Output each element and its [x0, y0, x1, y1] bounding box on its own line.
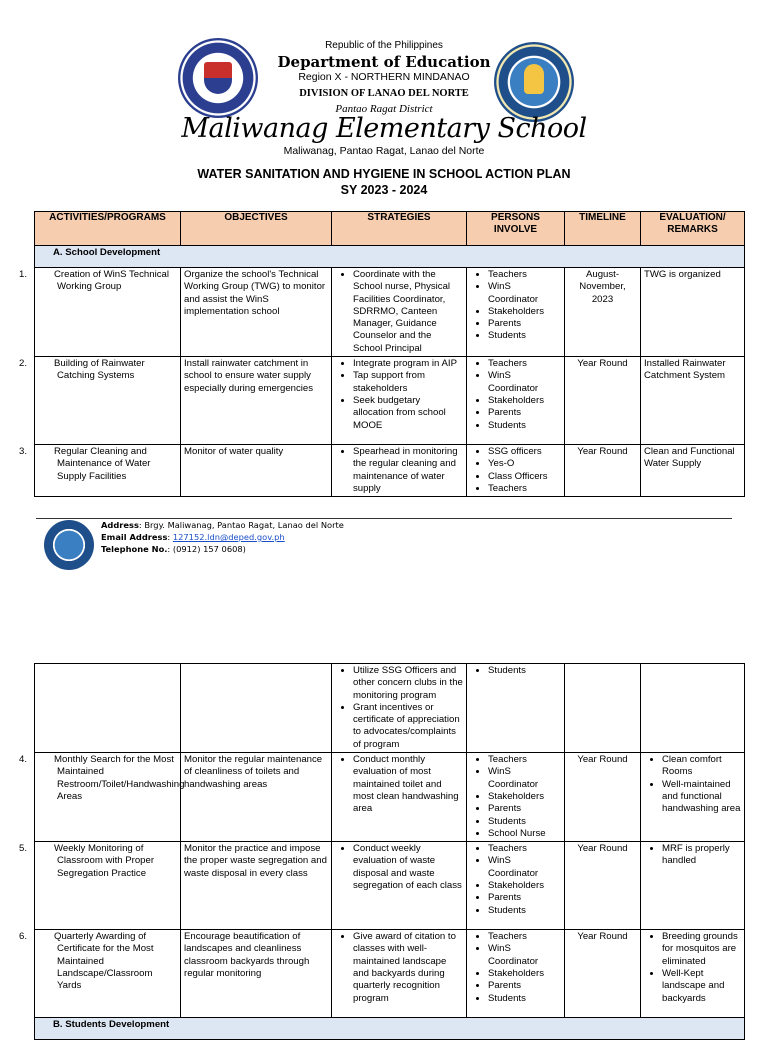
school-year: SY 2023 - 2024 [340, 183, 428, 197]
person-item: • Teachers [488, 269, 561, 281]
objective-cell: Organize the school's Technical Working Group (TWG) to monitor and assist the WinS implementation school [181, 268, 332, 357]
strategies-cell [332, 268, 467, 357]
table-row [35, 842, 745, 930]
person-item: • Stakeholders [488, 791, 561, 803]
activity-number: 5. [19, 843, 28, 855]
timeline-cell: Year Round [565, 753, 641, 842]
footer-divider [36, 518, 732, 519]
objective-cell: Monitor of water quality [181, 445, 332, 497]
strategies-cell [332, 753, 467, 842]
activity-text: 1. Creation of WinS Technical Working Group [19, 269, 170, 293]
person-item: • Students [488, 816, 561, 828]
footer-email: Email Address: 127152.ldn@deped.gov.ph [101, 532, 285, 542]
activity-number: 3. [19, 446, 28, 458]
remark-item: • Breeding grounds for mosquitos are eliminated [662, 931, 741, 968]
person-item: • Teachers [488, 483, 561, 495]
table-row [35, 930, 745, 1018]
person-item: • Students [488, 993, 561, 1005]
activity-cell [19, 445, 181, 497]
strategy-item: • Coordinate with the School nurse, Physical Facilities Coordinator, SDRRMO, Canteen Manager, Guidance Counselor and the School Principal [353, 269, 463, 355]
strategy-item: • Grant incentives or certificate of appreciation to advocates/complaints of program [353, 702, 463, 751]
person-item: • Parents [488, 407, 561, 419]
person-item: • Stakeholders [488, 306, 561, 318]
remark [644, 754, 741, 815]
person-item: • WinS Coordinator [488, 855, 561, 880]
department-name: Department of Education [277, 53, 491, 71]
action-plan-table-page2 [19, 663, 745, 1040]
person-item: • SSG officers [488, 446, 561, 458]
table-row [35, 753, 745, 842]
section-row [35, 246, 745, 268]
person-item: • Teachers [488, 843, 561, 855]
activity-number: 1. [19, 269, 28, 280]
strategy-item: • Conduct monthly evaluation of most maintained toilet and most clean handwashing area [353, 754, 463, 815]
strategy [335, 269, 463, 355]
activity-cell [19, 753, 185, 842]
person [470, 446, 561, 495]
activity-number: 4. [19, 754, 28, 766]
activity-cell [35, 664, 181, 753]
person-item: • Teachers [488, 358, 561, 370]
remark-item: • MRF is properly handled [662, 843, 741, 868]
remark-item: • Well-Kept landscape and backyards [662, 968, 741, 1005]
activity-number: 2. [19, 358, 28, 370]
remark-item: • Well-maintained and functional handwashing area [662, 779, 741, 816]
col-persons: PERSONS INVOLVE [467, 212, 565, 246]
persons-cell [467, 930, 565, 1018]
objective-cell: Encourage beautification of landscapes and cleanliness classroom backyards through regular monitoring [181, 930, 332, 1018]
remark-item: • Clean comfort Rooms [662, 754, 741, 779]
person-item: • Parents [488, 980, 561, 992]
person-item: • WinS Coordinator [488, 281, 561, 306]
table-row [35, 445, 745, 497]
persons-cell [467, 842, 565, 930]
section-row [35, 1018, 745, 1040]
timeline-cell: Year Round [565, 930, 641, 1018]
person [470, 843, 561, 917]
timeline-cell: August-November, 2023 [565, 268, 641, 357]
district-line: Pantao Ragat District [335, 103, 433, 115]
person-item: • WinS Coordinator [488, 370, 561, 395]
person-item: • Stakeholders [488, 395, 561, 407]
activity-text: 2. Building of Rainwater Catching Systems [19, 358, 145, 382]
region-line: Region X - NORTHERN MINDANAO [298, 71, 470, 83]
remarks-cell [641, 930, 745, 1018]
republic-line: Republic of the Philippines [325, 40, 443, 51]
activity-text: 5. Weekly Monitoring of Classroom with Proper Segregation Practice [19, 843, 155, 879]
activity-cell [19, 357, 181, 445]
strategies-cell [332, 445, 467, 497]
col-remarks: EVALUATION/ REMARKS [641, 212, 745, 246]
strategies-cell [332, 842, 467, 930]
strategy [335, 843, 463, 892]
school-name: Maliwanag Elementary School [181, 113, 587, 144]
activity-cell [19, 842, 181, 930]
strategy [335, 358, 463, 432]
col-objectives: OBJECTIVES [181, 212, 332, 246]
action-plan-table-page1 [19, 211, 745, 497]
strategy [335, 754, 463, 815]
activity-number: 6. [19, 931, 28, 943]
division-line: DIVISION OF LANAO DEL NORTE [299, 88, 469, 99]
persons-cell [467, 445, 565, 497]
person [470, 358, 561, 432]
strategies-cell [332, 357, 467, 445]
person-item: • Yes-O [488, 458, 561, 470]
strategy-item: • Tap support from stakeholders [353, 370, 463, 395]
person-item: • Teachers [488, 754, 561, 766]
objective-cell: Monitor the practice and impose the proper waste segregation and waste disposal in every class [181, 842, 332, 930]
remark [644, 931, 741, 1005]
strategy [335, 446, 463, 495]
school-address: Maliwanag, Pantao Ragat, Lanao del Norte [283, 145, 485, 157]
table-header-row [35, 212, 745, 246]
remarks-cell [641, 753, 745, 842]
persons-cell [467, 664, 565, 753]
email-link[interactable]: 127152.ldn@deped.gov.ph [172, 532, 285, 542]
person-item: • Students [488, 665, 561, 677]
activity-cell [19, 268, 181, 357]
remarks-cell: Clean and Functional Water Supply [641, 445, 745, 497]
objective-cell [181, 664, 332, 753]
person-item: • Parents [488, 803, 561, 815]
remark [644, 843, 741, 868]
person-item: • WinS Coordinator [488, 943, 561, 968]
table-row [35, 357, 745, 445]
footer-phone: Telephone No.: (0912) 157 0608) [101, 544, 246, 554]
person-item: • Students [488, 420, 561, 432]
timeline-cell: Year Round [565, 842, 641, 930]
persons-cell [467, 357, 565, 445]
remarks-cell [641, 842, 745, 930]
person-item: • Students [488, 905, 561, 917]
persons-cell [467, 268, 565, 357]
activity-text: 4. Monthly Search for the Most Maintained Restroom/Toilet/Handwashing Areas [19, 754, 185, 802]
footer-address: Address: Brgy. Maliwanag, Pantao Ragat, Lanao del Norte [101, 520, 344, 530]
remarks-cell: Installed Rainwater Catchment System [641, 357, 745, 445]
person-item: • Parents [488, 318, 561, 330]
strategy-item: • Utilize SSG Officers and other concern clubs in the monitoring program [353, 665, 463, 702]
timeline-cell: Year Round [565, 357, 641, 445]
person-item: • Stakeholders [488, 880, 561, 892]
person [470, 754, 561, 840]
strategy-item: • Integrate program in AIP [353, 358, 463, 370]
continued-row [35, 664, 745, 753]
document-title: WATER SANITATION AND HYGIENE IN SCHOOL ACTION PLAN [197, 167, 571, 181]
persons-cell [467, 753, 565, 842]
timeline-cell: Year Round [565, 445, 641, 497]
strategy [335, 931, 463, 1005]
strategy-item: • Seek budgetary allocation from school MOOE [353, 395, 463, 432]
strategy-item: • Conduct weekly evaluation of waste disposal and waste segregation of each class [353, 843, 463, 892]
person-item: • Class Officers [488, 471, 561, 483]
strategies-cell [332, 930, 467, 1018]
person-item: • School Nurse [488, 828, 561, 840]
person-item: • WinS Coordinator [488, 766, 561, 791]
activity-text: 3. Regular Cleaning and Maintenance of Water Supply Facilities [19, 446, 151, 482]
person [470, 931, 561, 1005]
objective-cell: Monitor the regular maintenance of cleanliness of toilets and handwashing areas [181, 753, 332, 842]
section-a-label: A. School Development [35, 246, 745, 268]
objective-cell: Install rainwater catchment in school to ensure water supply especially during emergencies [181, 357, 332, 445]
person [470, 269, 561, 343]
timeline-cell [565, 664, 641, 753]
activity-text: 6. Quarterly Awarding of Certificate for the Most Maintained Landscape/Classroom Yards [19, 931, 154, 992]
person-item: • Teachers [488, 931, 561, 943]
col-timeline: TIMELINE [565, 212, 641, 246]
remarks-cell [641, 664, 745, 753]
section-b-label: B. Students Development [35, 1018, 745, 1040]
school-seal-small-icon [44, 520, 94, 570]
col-strategies: STRATEGIES [332, 212, 467, 246]
strategies-cell [332, 664, 467, 753]
table-row [35, 268, 745, 357]
person [470, 665, 561, 677]
person-item: • Students [488, 330, 561, 342]
strategy [335, 665, 463, 751]
activity-cell [19, 930, 181, 1018]
person-item: • Parents [488, 892, 561, 904]
person-item: • Stakeholders [488, 968, 561, 980]
col-activities: ACTIVITIES/PROGRAMS [35, 212, 181, 246]
remarks-cell: TWG is organized [641, 268, 745, 357]
strategy-item: • Give award of citation to classes with well-maintained landscape and backyards during quarterly recognition program [353, 931, 463, 1005]
strategy-item: • Spearhead in monitoring the regular cleaning and maintenance of water supply [353, 446, 463, 495]
